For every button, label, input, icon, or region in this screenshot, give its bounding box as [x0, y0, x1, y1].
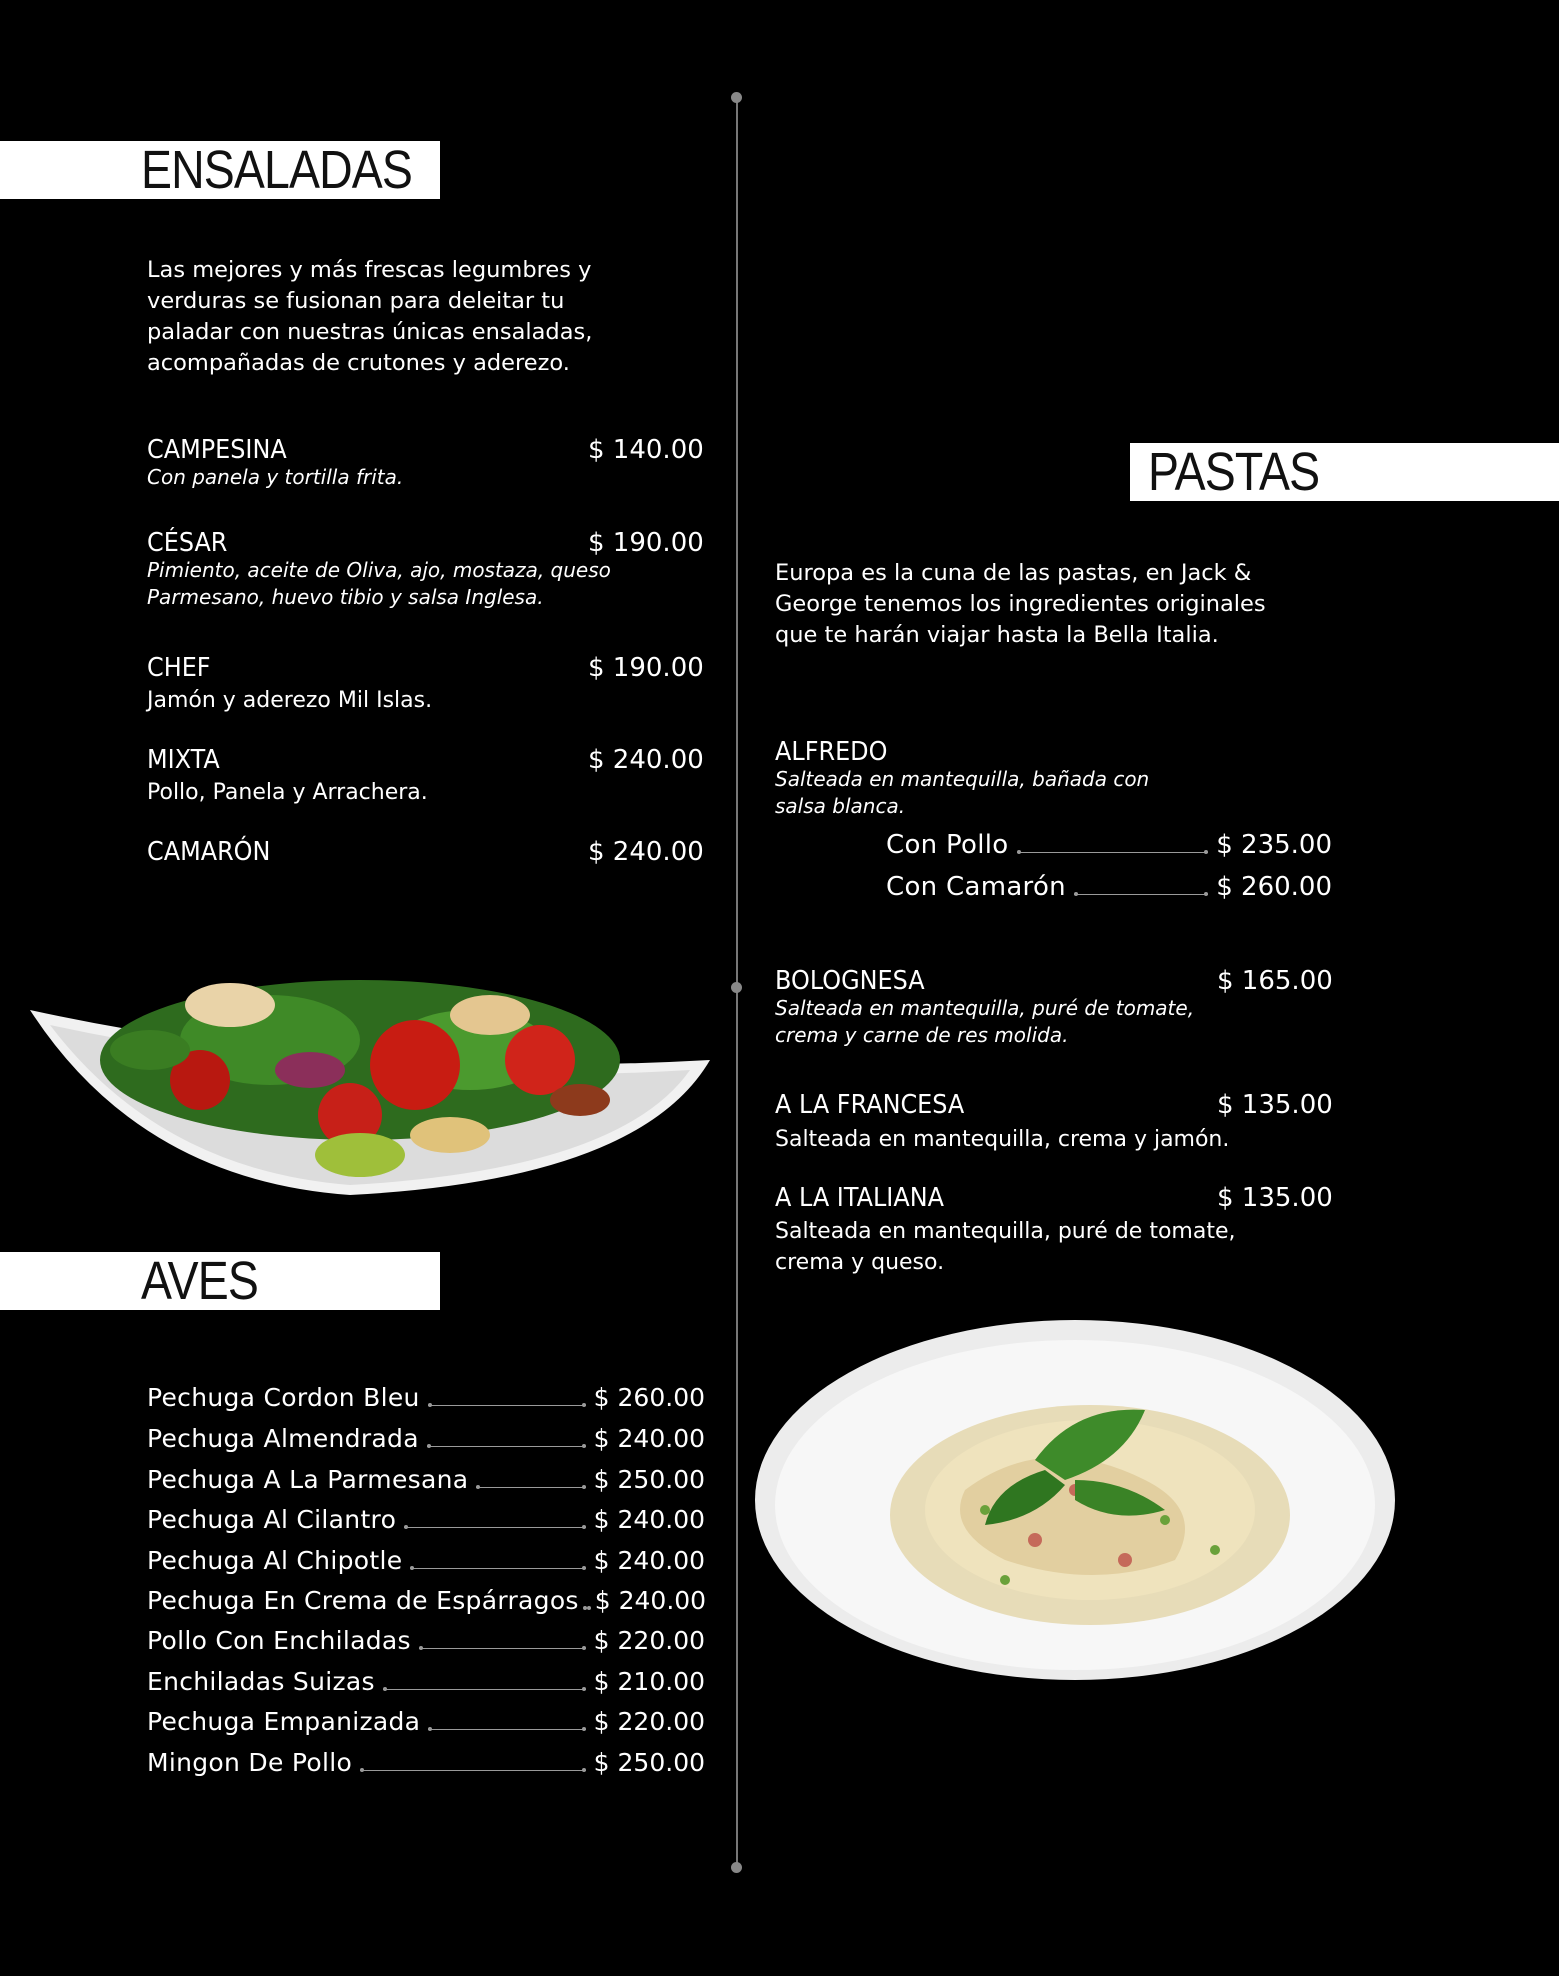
- pasta-name-bolognesa: BOLOGNESA: [775, 966, 925, 996]
- aves-item-price: $ 240.00: [594, 1586, 707, 1615]
- leader-line: [1074, 894, 1208, 895]
- aves-item-name: Pechuga Almendrada: [147, 1424, 419, 1453]
- pasta-desc-alfredo: Salteada en mantequilla, bañada con salsa blanca.: [775, 767, 1150, 818]
- pasta-name-alfredo: ALFREDO: [775, 737, 888, 767]
- ensalada-name-chef: CHEF: [147, 653, 211, 683]
- ensalada-desc-campesina: Con panela y tortilla frita.: [147, 465, 404, 489]
- ensalada-desc-chef: Jamón y aderezo Mil Islas.: [147, 688, 433, 713]
- ensalada-name-campesina: CAMPESINA: [147, 435, 287, 465]
- leader-line: [383, 1689, 586, 1690]
- ensalada-price-cesar: $ 190.00: [588, 528, 704, 558]
- aves-row: [147, 1419, 705, 1459]
- ensalada-name-mixta: MIXTA: [147, 745, 220, 775]
- ensalada-desc-cesar: Pimiento, aceite de Oliva, ajo, mostaza, queso Parmesano, huevo tibio y salsa Inglesa.: [147, 558, 611, 609]
- alfredo-option-name: Con Pollo: [886, 830, 1009, 860]
- ensalada-price-chef: $ 190.00: [588, 653, 704, 683]
- leader-line: [419, 1648, 586, 1649]
- aves-item-price: $ 250.00: [593, 1748, 705, 1777]
- leader-line: [410, 1568, 585, 1569]
- aves-row: [147, 1500, 705, 1540]
- pastas-title: PASTAS: [1148, 442, 1320, 502]
- aves-item-name: Pechuga Al Cilantro: [147, 1505, 397, 1534]
- aves-item-name: Pechuga Cordon Bleu: [147, 1383, 420, 1412]
- aves-row: [147, 1621, 705, 1661]
- pasta-plate-image: [745, 1310, 1405, 1680]
- leader-line: [428, 1729, 585, 1730]
- leader-line: [360, 1770, 586, 1771]
- aves-item-name: Pechuga Al Chipotle: [147, 1546, 403, 1575]
- alfredo-option-name: Con Camarón: [886, 872, 1066, 902]
- pastas-intro: Europa es la cuna de las pastas, en Jack & George tenemos los ingredientes originales que te harán viajar hasta la Bella Italia.: [775, 560, 1266, 648]
- ensalada-price-mixta: $ 240.00: [588, 745, 704, 775]
- alfredo-option-price: $ 260.00: [1216, 872, 1332, 902]
- aves-item-name: Pechuga En Crema de Espárragos: [147, 1586, 579, 1615]
- aves-row: [147, 1378, 705, 1418]
- aves-item-price: $ 210.00: [593, 1667, 705, 1696]
- ensaladas-intro: Las mejores y más frescas legumbres y verduras se fusionan para deleitar tu paladar con nuestras únicas ensaladas, acompañadas de crutones y aderezo.: [147, 257, 593, 376]
- divider-dot-bottom: [731, 1862, 742, 1873]
- aves-title: AVES: [141, 1251, 259, 1311]
- ensalada-price-camaron: $ 240.00: [588, 837, 704, 867]
- divider-dot-top: [731, 92, 742, 103]
- aves-row: [147, 1460, 705, 1500]
- aves-item-name: Pechuga Empanizada: [147, 1707, 421, 1736]
- alfredo-option-row: [886, 825, 1332, 865]
- leader-line: [427, 1446, 586, 1447]
- aves-item-price: $ 240.00: [593, 1546, 705, 1575]
- divider-dot-middle: [731, 982, 742, 993]
- aves-item-price: $ 220.00: [593, 1626, 705, 1655]
- ensalada-desc-mixta: Pollo, Panela y Arrachera.: [147, 780, 428, 805]
- pasta-name-francesa: A LA FRANCESA: [775, 1090, 965, 1120]
- aves-item-price: $ 220.00: [593, 1707, 705, 1736]
- leader-line: [428, 1405, 586, 1406]
- ensalada-name-cesar: CÉSAR: [147, 528, 228, 558]
- pasta-desc-italiana: Salteada en mantequilla, puré de tomate, crema y queso.: [775, 1219, 1236, 1275]
- ensalada-price-campesina: $ 140.00: [588, 435, 704, 465]
- aves-item-name: Pechuga A La Parmesana: [147, 1465, 469, 1494]
- aves-item-name: Enchiladas Suizas: [147, 1667, 375, 1696]
- aves-row: [147, 1581, 705, 1621]
- pasta-name-italiana: A LA ITALIANA: [775, 1183, 944, 1213]
- aves-item-name: Pollo Con Enchiladas: [147, 1626, 411, 1655]
- pasta-price-bolognesa: $ 165.00: [1217, 966, 1333, 996]
- leader-line: [404, 1527, 586, 1528]
- pasta-price-italiana: $ 135.00: [1217, 1183, 1333, 1213]
- ensalada-name-camaron: CAMARÓN: [147, 837, 271, 867]
- aves-item-price: $ 240.00: [593, 1505, 705, 1534]
- pasta-price-francesa: $ 135.00: [1217, 1090, 1333, 1120]
- leader-line: [1017, 852, 1209, 853]
- pasta-desc-bolognesa: Salteada en mantequilla, puré de tomate, crema y carne de res molida.: [775, 996, 1195, 1047]
- aves-item-price: $ 250.00: [593, 1465, 705, 1494]
- pasta-desc-francesa: Salteada en mantequilla, crema y jamón.: [775, 1127, 1230, 1152]
- aves-item-price: $ 260.00: [593, 1383, 705, 1412]
- alfredo-option-price: $ 235.00: [1216, 830, 1332, 860]
- ensaladas-title: ENSALADAS: [141, 140, 413, 200]
- salad-plate-image: [20, 930, 720, 1210]
- aves-row: [147, 1702, 705, 1742]
- aves-row: [147, 1662, 705, 1702]
- aves-item-name: Mingon De Pollo: [147, 1748, 353, 1777]
- aves-row: [147, 1541, 705, 1581]
- aves-row: [147, 1743, 705, 1783]
- aves-item-price: $ 240.00: [593, 1424, 705, 1453]
- alfredo-option-row: [886, 867, 1332, 907]
- leader-line: [476, 1487, 585, 1488]
